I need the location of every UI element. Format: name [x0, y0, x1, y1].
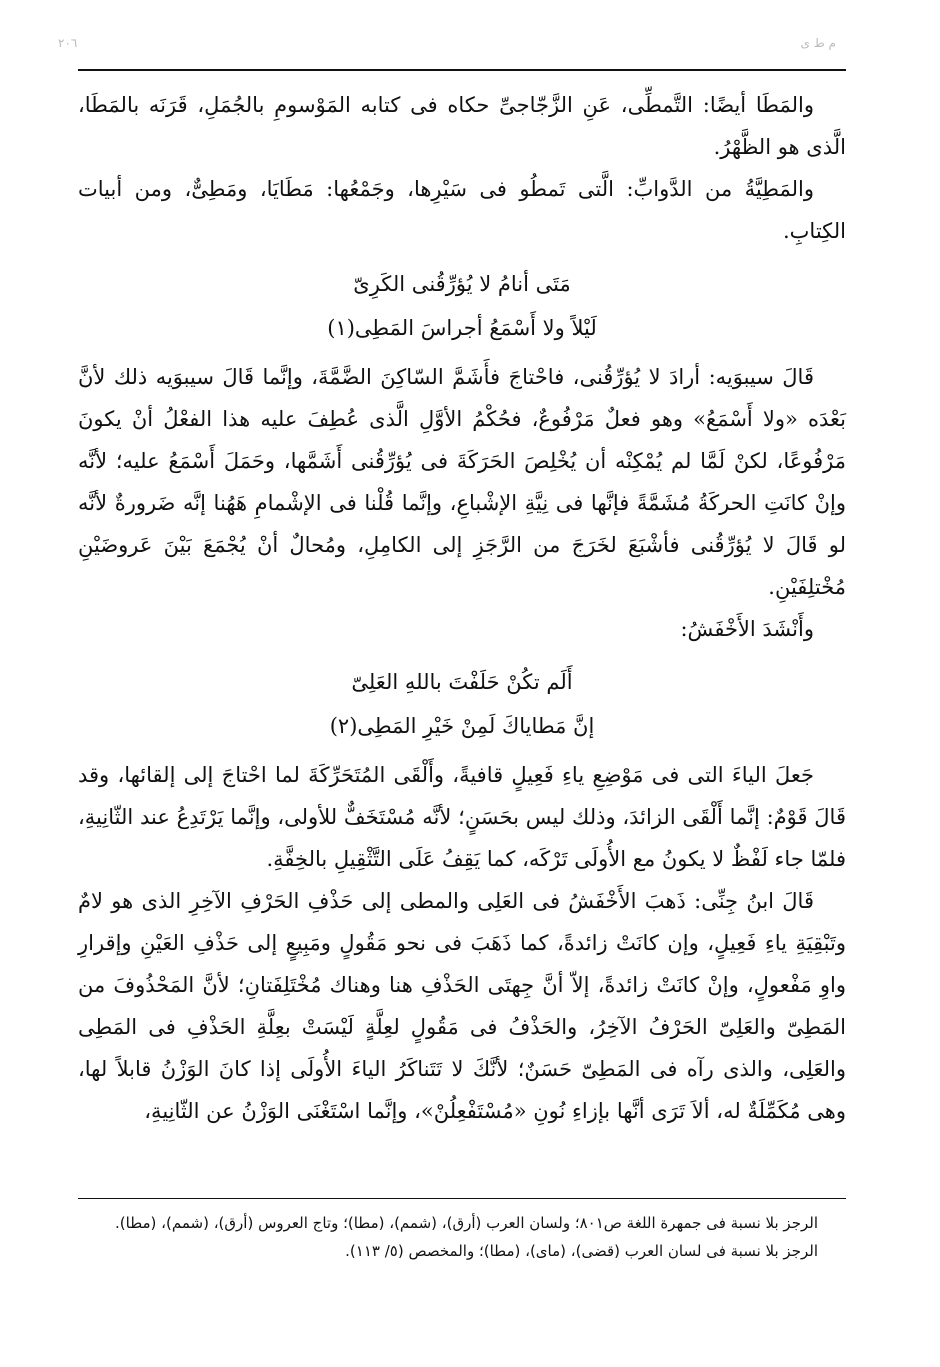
- verse-1-line-2: لَيْلاً ولا أَسْمَعُ أجراسَ المَطِى(١): [327, 316, 597, 340]
- verse-1-line-1: مَتَى أنامُ لا يُؤرِّقُنى الكَرِىّ: [353, 272, 571, 296]
- paragraph-6: قَالَ ابنُ جِنِّى: ذَهبَ الأَخْفَشُ فى العَلِى والمطى إلى حَذْفِ الحَرْفِ الآخِرِ الذى هو لامٌ وتَبْقِيَةِ ياءِ فَعِيلٍ، وإن كانَتْ زائدةً، كما ذَهَبَ فى نحو مَقُولٍ ومَبِيعٍ إلى حَذْفِ العَيْنِ وإقرارِ واوِ مَفْعولٍ، وإنْ كانَتْ زائدةً، إلاّ أنَّ جِهتَى الحَذْفِ هنا وهناك مُخْتَلِفَتانِ؛ لأنَّ المَحْذُوفَ من المَطِىّ والعَلِىّ الحَرْفُ الآخِرُ، والحَذْفُ فى مَقُولٍ لعِلَّةٍ لَيْسَتْ بعِلَّةِ الحَذْفِ فى المَطِى والعَلِى، والذى رآه فى المَطِىّ حَسَنٌ؛ لأنَّكَ لا تَتَناكَرُ الياءَ الأُولَى إذا كانَ الوَزْنُ قابلاً لها، وهى مُكَمِّلَةٌ له، ألاَ تَرَى أنَّها بإزاءِ نُونِ «مُسْتَفْعِلُنْ»، وإنَّما اسْتَغْنَى الوَزْنُ عن الثّانِيةِ،: [78, 889, 846, 1123]
- footnote-1: الرجز بلا نسبة فى جمهرة اللغة ص٨٠١؛ ولسان العرب (أرق)، (شمم)، (مطا)؛ وتاج العروس (أرق)، (شمم)، (مطا).: [115, 1214, 818, 1232]
- paragraph-5: جَعلَ الياءَ التى فى مَوْضِعِ ياءِ فَعِيلٍ قافيةً، وأَلْقَى المُتَحَرِّكَةَ لما احْتاجَ إلى إلقائها، وقد قَالَ قَوْمٌ: إنَّما أَلْقَى الزائدَ، وذلك ليس بحَسَنٍ؛ لأنَّه مُسْتَخَفٌّ للأولى، وإنَّما يَرْتَدِعُ عند الثّانِيةِ، فلمّا جاء لَفْظٌ لا يكونُ مع الأُولَى تَرْكَه، كما يَقِفُ عَلَى التَّثْقِيلِ بالخِفَّةِ.: [78, 763, 846, 871]
- verse-2-line-1: أَلَم تكُنْ حَلَفْتَ باللهِ العَلِىّ: [351, 670, 573, 694]
- footnote-2: الرجز بلا نسبة فى لسان العرب (قضى)، (ماى)، (مطا)؛ والمخصص (٥/ ١١٣).: [345, 1242, 818, 1260]
- main-text: [78, 84, 846, 1132]
- footnotes: [78, 1210, 846, 1266]
- verse-2-line-2: إنَّ مَطاياكَ لَمِنْ خَيْرِ المَطِى(٢): [329, 714, 595, 738]
- footnotes-rule: [78, 1198, 846, 1199]
- verse-block-1: [78, 262, 846, 350]
- page-number: ٢٠٦: [58, 36, 78, 50]
- running-head: م ط ى: [800, 36, 836, 50]
- paragraph-3: قَالَ سيبوَيه: أرادَ لا يُؤرِّقُنى، فاحْتاجَ فأَشَمَّ السّاكِنَ الضَّمَّةَ، وإنَّما قَالَ سيبوَيه ذلك لأنَّ بَعْدَه «ولا أَسْمَعُ» وهو فعلٌ مَرْفُوعٌ، فحُكْمُ الأوَّلِ الَّذى عُطِفَ عليه هذا الفعْلُ أنْ يكونَ مَرْفُوعًا، لكنْ لَمَّا لم يُمْكِنْه أن يُخْلِصَ الحَرَكَةَ فى يُؤرِّقُنى أَشَمَّها، وحَمَلَ أَسْمَعُ عليه؛ لأنَّه وإنْ كانَتِ الحركَةُ مُشَمَّةً فإنَّها فى نِيَّةِ الإشْباعِ، وإنَّما قُلْنا فى الإشْمامِ هَهُنا إنَّه ضَرورةٌ لأنَّه لو قَالَ لا يُؤرِّقُنى فأشْبَعَ لخَرَجَ من الرَّجَزِ إلى الكامِلِ، ومُحالٌ أنْ يُجْمَعَ بَيْنَ عَروضَيْنِ مُخْتلِفَيْنِ.: [78, 365, 846, 599]
- paragraph-4: وأَنْشَدَ الأَخْفَشُ:: [680, 617, 814, 641]
- header-rule: [78, 69, 846, 71]
- paragraph-1: والمَطَا أيضًا: التَّمطِّى، عَنِ الزَّجّاجىِّ حكاه فى كتابه المَوْسومِ بالجُمَلِ، قَرَنَه بالمَطَا، الَّذى هو الظَّهْرُ.: [78, 93, 846, 159]
- paragraph-2: والمَطِيَّةُ من الدَّوابِّ: الَّتى تَمطُو فى سَيْرِها، وجَمْعُها: مَطَايَا، ومَطِىٌّ، ومن أبيات الكِتابِ.: [78, 177, 846, 243]
- verse-block-2: [78, 660, 846, 748]
